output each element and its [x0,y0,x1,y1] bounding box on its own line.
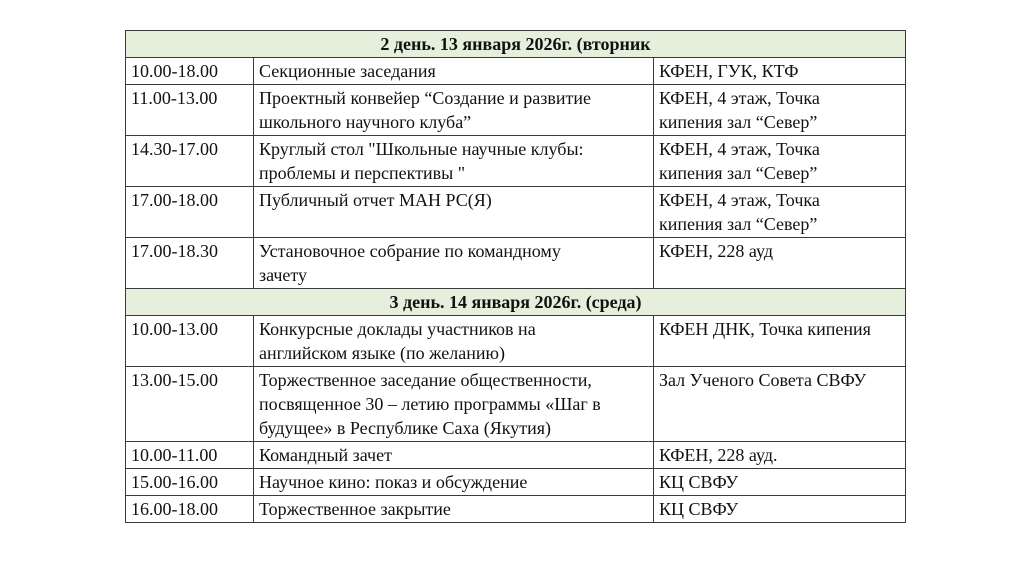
event-cell: Научное кино: показ и обсуждение [254,469,654,496]
time-cell: 11.00-13.00 [126,85,254,136]
table-row [126,316,906,367]
table-row [126,136,906,187]
event-cell: Конкурсные доклады участников на английском языке (по желанию) [254,316,654,367]
table-row [126,469,906,496]
place-cell: КЦ СВФУ [654,496,906,523]
place-cell: КФЕН, 228 ауд [654,238,906,289]
time-cell: 17.00-18.00 [126,187,254,238]
place-cell: КФЕН, 4 этаж, Точка кипения зал “Север” [654,85,906,136]
day-header: 2 день. 13 января 2026г. (вторник [126,31,906,58]
event-cell: Торжественное закрытие [254,496,654,523]
place-cell: КФЕН, 4 этаж, Точка кипения зал “Север” [654,136,906,187]
time-cell: 10.00-11.00 [126,442,254,469]
table-row [126,238,906,289]
event-cell: Проектный конвейер “Создание и развитие школьного научного клуба” [254,85,654,136]
table-row [126,367,906,442]
table-row [126,85,906,136]
event-cell: Круглый стол "Школьные научные клубы: проблемы и перспективы " [254,136,654,187]
time-cell: 10.00-13.00 [126,316,254,367]
table-row [126,187,906,238]
day-header: 3 день. 14 января 2026г. (среда) [126,289,906,316]
time-cell: 17.00-18.30 [126,238,254,289]
table-row [126,58,906,85]
event-cell: Публичный отчет МАН РС(Я) [254,187,654,238]
place-cell: Зал Ученого Совета СВФУ [654,367,906,442]
time-cell: 10.00-18.00 [126,58,254,85]
time-cell: 14.30-17.00 [126,136,254,187]
day-header-row [126,31,906,58]
time-cell: 15.00-16.00 [126,469,254,496]
table-row [126,496,906,523]
time-cell: 16.00-18.00 [126,496,254,523]
place-cell: КФЕН, ГУК, КТФ [654,58,906,85]
place-cell: КФЕН, 228 ауд. [654,442,906,469]
schedule-table [125,30,906,523]
table-row [126,442,906,469]
event-cell: Торжественное заседание общественности, посвященное 30 – летию программы «Шаг в будущее» в Республике Саха (Якутия) [254,367,654,442]
event-cell: Установочное собрание по командному зачету [254,238,654,289]
day-header-row [126,289,906,316]
place-cell: КЦ СВФУ [654,469,906,496]
place-cell: КФЕН, 4 этаж, Точка кипения зал “Север” [654,187,906,238]
place-cell: КФЕН ДНК, Точка кипения [654,316,906,367]
time-cell: 13.00-15.00 [126,367,254,442]
event-cell: Секционные заседания [254,58,654,85]
event-cell: Командный зачет [254,442,654,469]
